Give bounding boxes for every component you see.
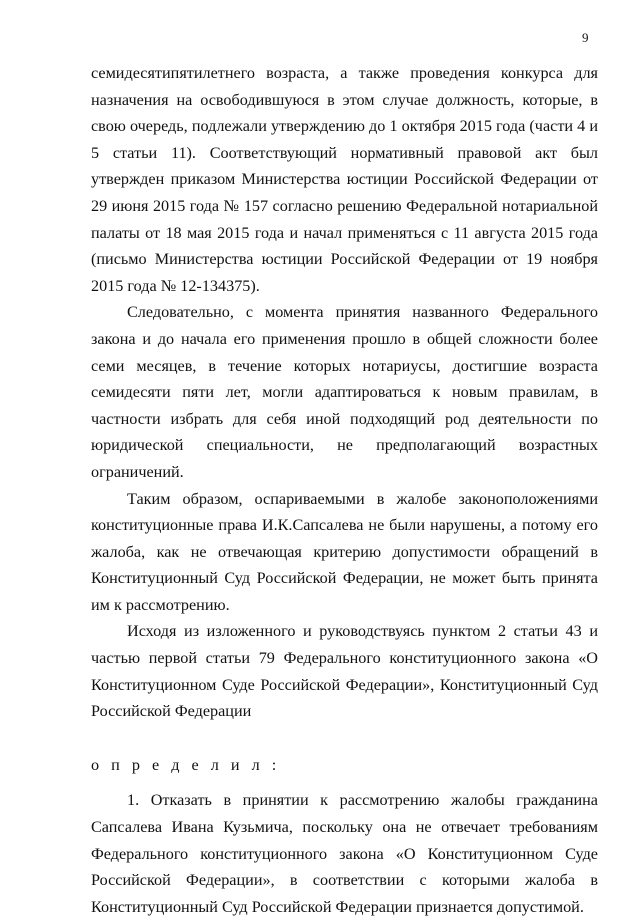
document-body <box>91 60 598 920</box>
resolution-item-1: 1. Отказать в принятии к рассмотрению жалобы гражданина Сапсалева Ивана Кузьмича, поскольку она не отвечает требованиям Федерального конституционного закона «О Конституционном Суде Российской Федерации», в соответствии с которыми жалоба в Конституционный Суд Российской Федерации признается допустимой. <box>91 791 598 916</box>
ruling-heading: о п р е д е л и л : <box>91 755 281 774</box>
page-number: 9 <box>582 30 589 45</box>
paragraph-conclusion: Таким образом, оспариваемыми в жалобе законоположениями конституционные права И.К.Сапсалева не были нарушены, а потому его жалоба, как не отвечающая критерию допустимости обращений в Конституционный Суд Российской Федерации, не может быть принята им к рассмотрению. <box>91 489 598 614</box>
paragraph-consequently: Следовательно, с момента принятия названного Федерального закона и до начала его применения прошло в общей сложности более семи месяцев, в течение которых нотариусы, достигшие возраста семидесяти пяти лет, могли адаптироваться к новым правилам, в частности избрать для себя иной подходящий род деятельности по юридической специальности, не предполагающий возрастных ограничений. <box>91 303 598 481</box>
paragraph-continuation: семидесятипятилетнего возраста, а также проведения конкурса для назначения на освободившуюся в этом случае должность, которые, в свою очередь, подлежали утверждению до 1 октября 2015 года (части 4 и 5 статьи 11). Соответствующий нормативный правовой акт был утвержден приказом Министерства юстиции Российской Федерации от 29 июня 2015 года № 157 согласно решению Федеральной нотариальной палаты от 18 мая 2015 года и начал применяться с 11 августа 2015 года (письмо Министерства юстиции Российской Федерации от 19 ноября 2015 года № 12-134375). <box>91 64 598 295</box>
paragraph-grounds: Исходя из изложенного и руководствуясь пунктом 2 статьи 43 и частью первой статьи 79 Федерального конституционного закона «О Конституционном Суде Российской Федерации», Конституционный Суд Российской Федерации <box>91 622 598 721</box>
